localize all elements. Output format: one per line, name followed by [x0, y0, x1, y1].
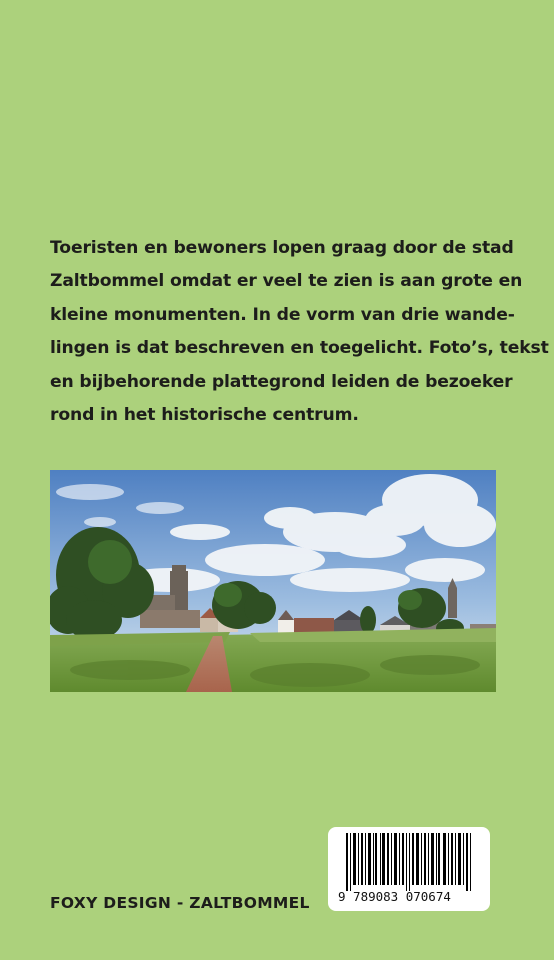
blurb-line: rond in het historische centrum.	[50, 405, 359, 426]
landscape-illustration	[50, 470, 496, 692]
blurb-line: en bijbehorende plattegrond leiden de bezoeker	[50, 371, 513, 392]
blurb-line: Zaltbommel omdat er veel te zien is aan grote en	[50, 271, 523, 292]
publisher-name: FOXY DESIGN - ZALTBOMMEL	[50, 894, 310, 912]
barcode-bars	[338, 833, 480, 891]
blurb-line: lingen is dat beschreven en toegelicht. Foto’s, tekst	[50, 338, 549, 359]
landscape-photo	[50, 470, 496, 692]
blurb-text	[50, 232, 549, 432]
isbn-number: 9 789083 070674	[338, 889, 451, 904]
blurb-line: Toeristen en bewoners lopen graag door de stad	[50, 238, 514, 258]
blurb-line: kleine monumenten. In de vorm van drie wande-	[50, 304, 515, 325]
isbn-barcode	[328, 827, 490, 911]
